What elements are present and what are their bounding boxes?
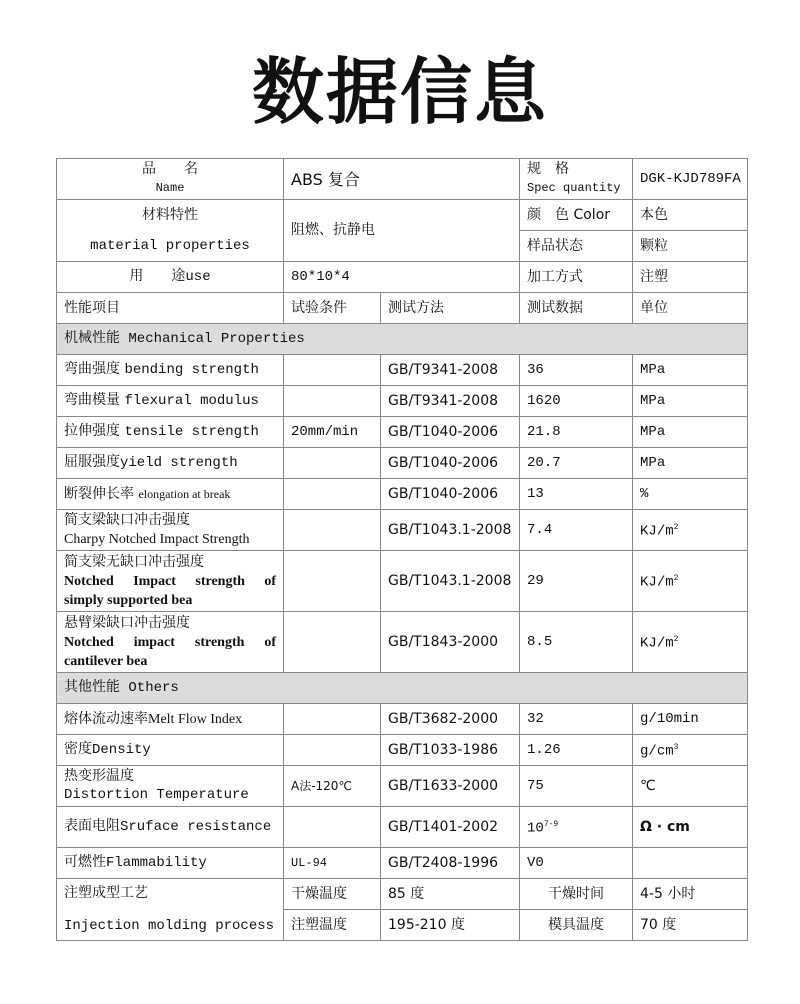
test-value: 13 [520,479,633,510]
unit [633,612,748,673]
test-value: 1.26 [520,735,633,766]
property-en: Sruface resistance [120,819,272,835]
spec-label-cell [520,159,633,200]
injection-label-cell [57,879,284,941]
test-condition [284,735,381,766]
table-row [57,479,748,510]
unit [633,735,748,766]
table-row [57,159,748,200]
test-condition [284,355,381,386]
unit: MPa [633,355,748,386]
state-value: 颗粒 [633,231,748,262]
die-temp-label: 模具温度 [520,910,633,941]
unit: g/10min [633,704,748,735]
property-en-line2: simply supported bea [64,592,193,608]
unit: MPa [633,386,748,417]
property-cn: 弯曲模量 [64,392,120,408]
property-en-line1: Notched Impact strength of [64,573,276,589]
property-cn: 表面电阻 [64,818,120,834]
column-header-property: 性能项目 [57,293,284,324]
table-row [57,879,748,910]
property-en-line1: Notched impact strength of [64,634,276,650]
test-condition [284,807,381,848]
material-label-cn: 材料特性 [142,206,198,223]
test-method: GB/T3682-2000 [381,704,520,735]
test-value: V0 [520,848,633,879]
process-label: 加工方式 [520,262,633,293]
unit: % [633,479,748,510]
mold-temp-value: 195-210 度 [381,910,520,941]
test-value: 36 [520,355,633,386]
property-cn: 可燃性 [64,854,106,870]
test-condition [284,551,381,612]
table-row [57,807,748,848]
property-en: bending strength [124,362,259,378]
column-header-data: 测试数据 [520,293,633,324]
property-en: tensile strength [124,424,259,440]
property-cn: 简支梁无缺口冲击强度 [64,553,204,570]
unit-exponent: 2 [673,574,679,584]
test-value: 21.8 [520,417,633,448]
spec-label-en: Spec quantity [527,181,621,195]
test-value: 8.5 [520,612,633,673]
property-en: flexural modulus [124,393,259,409]
table-row [57,448,748,479]
unit-base: KJ/m [640,635,674,652]
injection-label-cn: 注塑成型工艺 [64,884,148,901]
test-value: 32 [520,704,633,735]
name-label-en: Name [155,181,185,195]
property-cn: 弯曲强度 [64,361,120,377]
table-row [57,417,748,448]
data-table [56,158,748,941]
section-title: 机械性能 Mechanical Properties [64,331,305,347]
table-row [57,510,748,551]
state-label: 样品状态 [520,231,633,262]
spec-label-cn: 规 格 [527,161,570,177]
test-condition: A法-120℃ [284,766,381,807]
unit-base: KJ/m [640,523,674,540]
test-method: GB/T1040-2006 [381,417,520,448]
injection-label-en: Injection molding process [64,917,275,934]
test-method: GB/T1633-2000 [381,766,520,807]
color-value: 本色 [633,200,748,231]
column-header-row [57,293,748,324]
use-value: 80*10*4 [284,262,520,293]
unit-base: KJ/m [640,574,674,591]
column-header-condition: 试验条件 [284,293,381,324]
property-en: Flammability [106,855,207,871]
test-condition [284,479,381,510]
unit: Ω · cm [633,807,748,848]
use-label-cell [57,262,284,293]
table-row [57,355,748,386]
test-value: 20.7 [520,448,633,479]
test-method: GB/T1043.1-2008 [381,551,520,612]
column-header-unit: 单位 [633,293,748,324]
property-cn: 简支梁缺口冲击强度 [64,512,190,528]
property-cn: 断裂伸长率 [64,485,134,502]
test-condition [284,510,381,551]
test-condition [284,386,381,417]
table-row [57,766,748,807]
page-title: 数据信息 [251,50,548,134]
test-condition [284,612,381,673]
property-en: Melt Flow Index [148,711,243,727]
name-label-cn: 品 名 [142,161,198,177]
material-value: 阻燃、抗静电 [284,200,520,262]
test-value: 1620 [520,386,633,417]
unit: MPa [633,417,748,448]
table-row [57,551,748,612]
section-title: 其他性能 Others [64,680,179,696]
test-condition [284,704,381,735]
test-value [520,807,633,848]
property-en: Distortion Temperature [64,787,249,803]
test-value: 7.4 [520,510,633,551]
unit-exponent: 2 [673,523,679,533]
use-label-cn: 用 途 [129,268,186,284]
test-method: GB/T1040-2006 [381,448,520,479]
property-en: Charpy Notched Impact Strength [64,532,250,547]
name-label-cell [57,159,284,200]
test-condition [284,448,381,479]
die-temp-value: 70 度 [633,910,748,941]
property-en: Density [92,742,151,758]
use-label-en: use [185,269,211,285]
property-en-line2: cantilever bea [64,653,148,669]
process-value: 注塑 [633,262,748,293]
column-header-method: 测试方法 [381,293,520,324]
unit-exponent: 3 [673,743,679,753]
spec-value: DGK-KJD789FA [633,159,748,200]
name-value: ABS 复合 [284,159,520,200]
material-label-cell [57,200,284,262]
dry-time-label: 干燥时间 [520,879,633,910]
property-cn: 悬臂梁缺口冲击强度 [64,614,190,631]
property-cn: 熔体流动速率 [64,710,148,727]
section-header-mechanical [57,324,748,355]
unit [633,848,748,879]
property-en: yield strength [120,455,238,471]
value-base: 10 [527,820,544,837]
property-cn: 屈服强度 [64,454,120,470]
test-method: GB/T1843-2000 [381,612,520,673]
table-row [57,848,748,879]
test-condition: 20mm/min [284,417,381,448]
table-row [57,200,748,231]
table-row [57,735,748,766]
table-row [57,386,748,417]
section-header-others [57,673,748,704]
test-method: GB/T9341-2008 [381,386,520,417]
unit-base: g/cm [640,743,674,760]
test-method: GB/T1040-2006 [381,479,520,510]
test-condition: UL-94 [284,848,381,879]
material-label-en: material properties [90,237,250,254]
property-cn: 热变形温度 [64,768,134,784]
test-method: GB/T2408-1996 [381,848,520,879]
property-en: elongation at break [138,486,231,501]
test-value: 29 [520,551,633,612]
unit-exponent: 2 [673,635,679,645]
unit: MPa [633,448,748,479]
mold-temp-label: 注塑温度 [284,910,381,941]
value-exponent: 7-9 [543,820,559,830]
table-row [57,612,748,673]
test-method: GB/T1401-2002 [381,807,520,848]
color-label: 颜 色 Color [520,200,633,231]
dry-temp-value: 85 度 [381,879,520,910]
unit [633,510,748,551]
dry-temp-label: 干燥温度 [284,879,381,910]
unit [633,551,748,612]
table-row [57,704,748,735]
property-cn: 拉伸强度 [64,423,120,439]
dry-time-value: 4-5 小时 [633,879,748,910]
test-method: GB/T1033-1986 [381,735,520,766]
property-cn: 密度 [64,741,92,757]
test-method: GB/T1043.1-2008 [381,510,520,551]
test-value: 75 [520,766,633,807]
test-method: GB/T9341-2008 [381,355,520,386]
unit: ℃ [633,766,748,807]
table-row [57,262,748,293]
